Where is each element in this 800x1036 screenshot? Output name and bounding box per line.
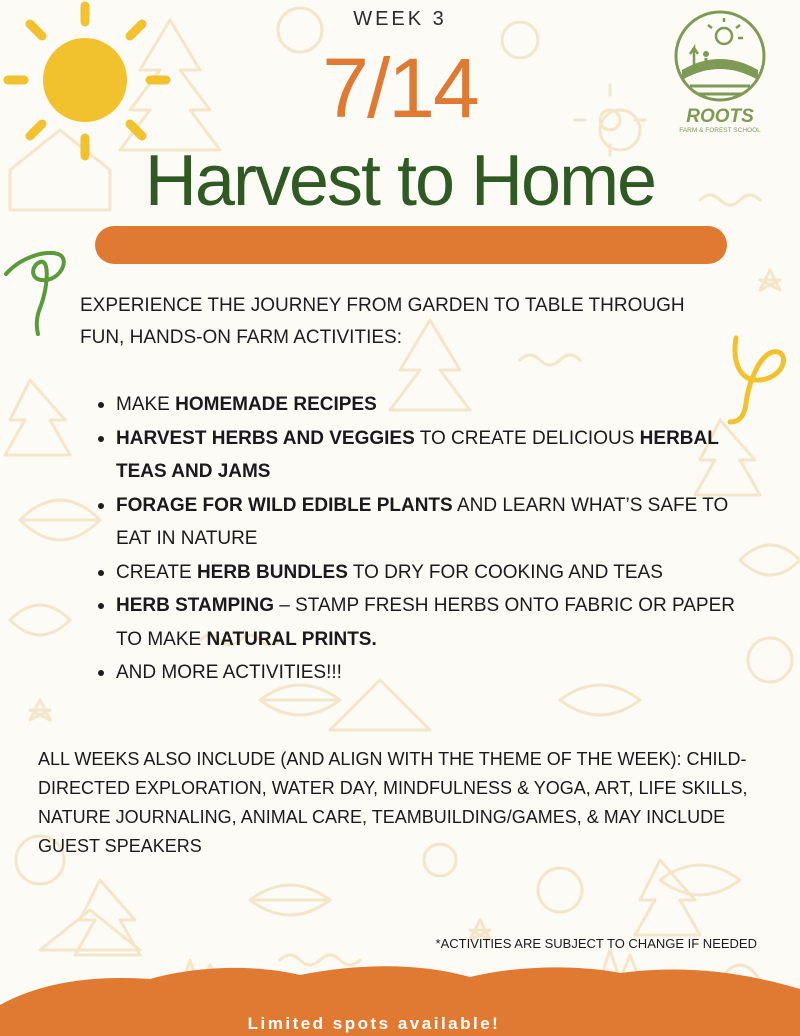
green-swirl-icon	[0, 248, 80, 338]
activity-highlight: HERB STAMPING	[116, 595, 274, 616]
page-title: Harvest to Home	[144, 141, 656, 221]
logo-subtitle: FARM & FOREST SCHOOL	[679, 127, 761, 134]
disclaimer: *ACTIVITIES ARE SUBJECT TO CHANGE IF NEEDED	[435, 936, 757, 951]
activity-item	[96, 388, 736, 422]
activity-item	[96, 589, 736, 656]
activity-item	[96, 422, 736, 489]
date-title: 7/14	[322, 41, 478, 135]
activity-text: AND LEARN WHAT’S SAFE TO EAT IN NATURE	[116, 494, 729, 549]
activity-text: MAKE	[116, 394, 176, 415]
activity-highlight: NATURAL PRINTS.	[206, 628, 377, 650]
activity-item	[96, 656, 736, 690]
activity-item	[96, 556, 736, 590]
activity-highlight: HERBAL TEAS AND JAMS	[116, 427, 719, 482]
activities-list	[96, 388, 736, 690]
activity-text: CREATE	[116, 561, 197, 583]
activity-highlight: FORAGE FOR WILD EDIBLE PLANTS	[116, 494, 453, 516]
activity-text: AND MORE ACTIVITIES!!!	[116, 662, 342, 683]
activity-highlight: HERB BUNDLES	[196, 561, 348, 583]
orange-divider-bar	[95, 226, 727, 264]
intro-text: EXPERIENCE THE JOURNEY FROM GARDEN TO TABLE THROUGH FUN, HANDS-ON FARM ACTIVITIES:	[80, 295, 685, 348]
activity-item	[96, 489, 736, 556]
activity-text: TO DRY FOR COOKING AND TEAS	[347, 561, 663, 583]
week-label: WEEK 3	[353, 8, 447, 30]
activity-text: – STAMP FRESH HERBS ONTO FABRIC OR PAPER TO MAKE	[116, 595, 736, 650]
all-weeks-note: ALL WEEKS ALSO INCLUDE (AND ALIGN WITH THE THEME OF THE WEEK): CHILD-DIRECTED EXPLORATION, WATER DAY, MINDFULNESS & YOGA, ART, LIFE SKILLS, NATURE JOURNALING, ANIMAL CARE, TEAMBUILDING/GAMES, & MAY INCLUDE GUEST SPEAKERS	[38, 749, 748, 856]
logo-name: ROOTS	[686, 106, 754, 127]
banner-text: Limited spots available!	[247, 1014, 501, 1033]
activity-highlight: HARVEST HERBS AND VEGGIES	[116, 427, 415, 449]
activity-highlight: HOMEMADE RECIPES	[175, 394, 377, 415]
activity-text: TO CREATE DELICIOUS	[414, 427, 640, 449]
